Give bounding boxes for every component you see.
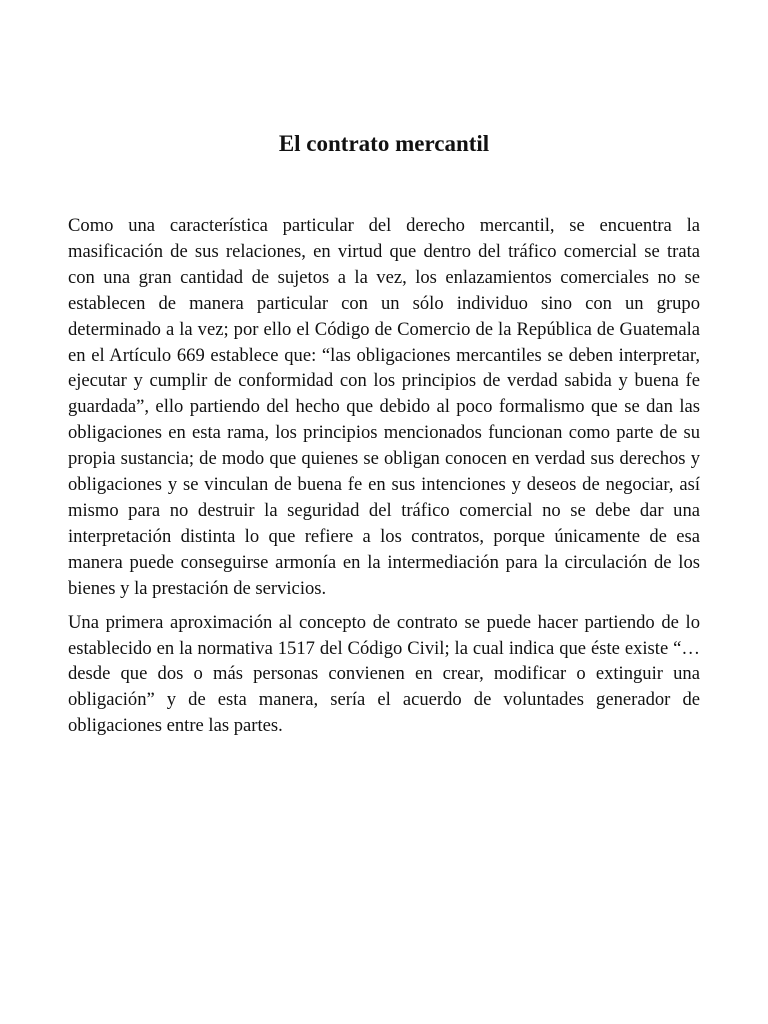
paragraph-2: Una primera aproximación al concepto de contrato se puede hacer partiendo de lo establecido en la normativa 1517 del Código Civil; la cual indica que éste existe “…desde que dos o más personas convienen en crear, modificar o extinguir una obligación” y de esta manera, sería el acuerdo de voluntades generador de obligaciones entre las partes.: [68, 611, 700, 737]
document-body: [68, 213, 700, 747]
document-title: El contrato mercantil: [278, 131, 490, 156]
paragraph-1: Como una característica particular del derecho mercantil, se encuentra la masificación de sus relaciones, en virtud que dentro del tráfico comercial se trata con una gran cantidad de sujetos a la vez, los enlazamientos comerciales no se establecen de manera particular con un sólo individuo sino con un grupo determinado a la vez; por ello el Código de Comercio de la República de Guatemala en el Artículo 669 establece que: “las obligaciones mercantiles se deben interpretar, ejecutar y cumplir de conformidad con los principios de verdad sabida y buena fe guardada”, ello partiendo del hecho que debido al poco formalismo que se dan las obligaciones en esta rama, los principios mencionados funcionan como parte de su propia sustancia; de modo que quienes se obligan conocen en verdad sus derechos y obligaciones y se vinculan de buena fe en sus intenciones y deseos de negociar, así mismo para no destruir la seguridad del tráfico comercial no se debe dar una interpretación distinta lo que refiere a los contratos, porque únicamente de esa manera puede conseguirse armonía en la intermediación para la circulación de los bienes y la prestación de servicios.: [68, 215, 700, 599]
